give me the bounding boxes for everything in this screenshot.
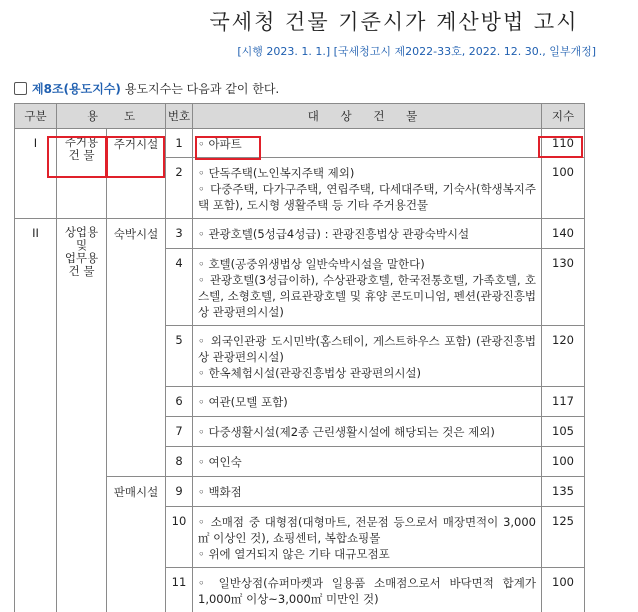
- row-description: [193, 447, 542, 477]
- category-residential: 주거용 건 물: [57, 129, 107, 219]
- row-index: 125: [542, 507, 585, 568]
- header-yongdo: [57, 104, 166, 129]
- desc-line: ◦ 외국인관광 도시민박(홈스테이, 게스트하우스 포함) (관광진흥법상 관광편의시설): [198, 333, 536, 365]
- row-number: 10: [166, 507, 193, 568]
- row-description: [193, 219, 542, 249]
- row-description: [193, 249, 542, 326]
- desc-line: ◦ 일반상점(슈퍼마켓과 일용품 소매점으로서 바닥면적 합계가 1,000㎡ 이상~3,000㎡ 미만인 것): [198, 575, 536, 607]
- desc-line: ◦ 아파트: [198, 136, 536, 152]
- header-yongdo-a: 용: [87, 109, 124, 123]
- subcategory-housing: 주거시설: [107, 129, 166, 219]
- article-checkbox[interactable]: [14, 82, 27, 95]
- desc-line: ◦ 관광호텔(3성급이하), 수상관광호텔, 한국전통호텔, 가족호텔, 호스텔, 소형호텔, 의료관광호텔 및 휴양 콘도미니엄, 펜션(관광진흥법상 관광편의시설): [198, 272, 536, 320]
- enforcement-info: [시행 2023. 1. 1.] [국세청고시 제2022-33호, 2022. 12. 30., 일부개정]: [237, 43, 596, 59]
- highlight-apartment-box: [195, 136, 261, 160]
- highlight-category-box: [47, 136, 107, 178]
- row-description: [193, 387, 542, 417]
- gubun-cell: I: [15, 129, 57, 219]
- table-row: [15, 219, 585, 249]
- row-index: 140: [542, 219, 585, 249]
- header-yongdo-b: 도: [124, 109, 135, 123]
- row-index: 100: [542, 158, 585, 219]
- row-number: 4: [166, 249, 193, 326]
- desc-line: ◦ 단독주택(노인복지주택 제외): [198, 165, 536, 181]
- row-number: 9: [166, 477, 193, 507]
- table-header-row: [15, 104, 585, 129]
- header-beonho: 번호: [166, 104, 193, 129]
- row-index: 120: [542, 326, 585, 387]
- desc-line: ◦ 위에 열거되지 않은 기타 대규모점포: [198, 546, 536, 562]
- header-target-text: 대 상 건 물: [308, 109, 426, 123]
- category-commercial: 상업용 및 업무용 건 물: [57, 219, 107, 612]
- usage-index-table: [14, 103, 585, 612]
- desc-line: ◦ 소매점 중 대형점(대형마트, 전문점 등으로서 매장면적이 3,000㎡ 이상인 것), 쇼핑센터, 복합쇼핑몰: [198, 514, 536, 546]
- desc-line: ◦ 호텔(공중위생법상 일반숙박시설을 말한다): [198, 256, 536, 272]
- row-description: [193, 417, 542, 447]
- row-description: [193, 568, 542, 612]
- desc-line: ◦ 관광호텔(5성급4성급) : 관광진흥법상 관광숙박시설: [198, 226, 536, 242]
- article-number: 제8조(용도지수): [32, 80, 121, 97]
- row-number: 6: [166, 387, 193, 417]
- row-index: 117: [542, 387, 585, 417]
- row-number: 5: [166, 326, 193, 387]
- row-index: 135: [542, 477, 585, 507]
- article-text: 용도지수는 다음과 같이 한다.: [125, 80, 279, 97]
- desc-line: ◦ 백화점: [198, 484, 536, 500]
- row-description: [193, 158, 542, 219]
- row-number: 3: [166, 219, 193, 249]
- row-index: 100: [542, 447, 585, 477]
- row-number: 7: [166, 417, 193, 447]
- desc-line: ◦ 여인숙: [198, 454, 536, 470]
- row-index: 110: [542, 129, 585, 158]
- page-title: 국세청 건물 기준시가 계산방법 고시: [0, 6, 638, 36]
- row-description: [193, 326, 542, 387]
- row-index: 100: [542, 568, 585, 612]
- highlight-index-box: [538, 136, 583, 158]
- header-target: [193, 104, 542, 129]
- subcategory-retail: 판매시설: [107, 477, 166, 612]
- header-gubun: 구분: [15, 104, 57, 129]
- desc-line: ◦ 한옥체험시설(관광진흥법상 관광편의시설): [198, 365, 536, 381]
- row-number: 1: [166, 129, 193, 158]
- desc-line: ◦ 다중주택, 다가구주택, 연립주택, 다세대주택, 기숙사(학생복지주택 포함), 도시형 생활주택 등 기타 주거용건물: [198, 181, 536, 213]
- row-number: 11: [166, 568, 193, 612]
- highlight-subcategory-box: [106, 136, 165, 178]
- desc-line: ◦ 여관(모텔 포함): [198, 394, 536, 410]
- article-heading: [14, 80, 279, 97]
- row-index: 130: [542, 249, 585, 326]
- row-description: [193, 507, 542, 568]
- header-jisu: 지수: [542, 104, 585, 129]
- subcategory-lodging: 숙박시설: [107, 219, 166, 477]
- row-index: 105: [542, 417, 585, 447]
- row-number: 2: [166, 158, 193, 219]
- desc-line: ◦ 다중생활시설(제2종 근린생활시설에 해당되는 것은 제외): [198, 424, 536, 440]
- row-number: 8: [166, 447, 193, 477]
- row-description: [193, 477, 542, 507]
- gubun-cell: II: [15, 219, 57, 612]
